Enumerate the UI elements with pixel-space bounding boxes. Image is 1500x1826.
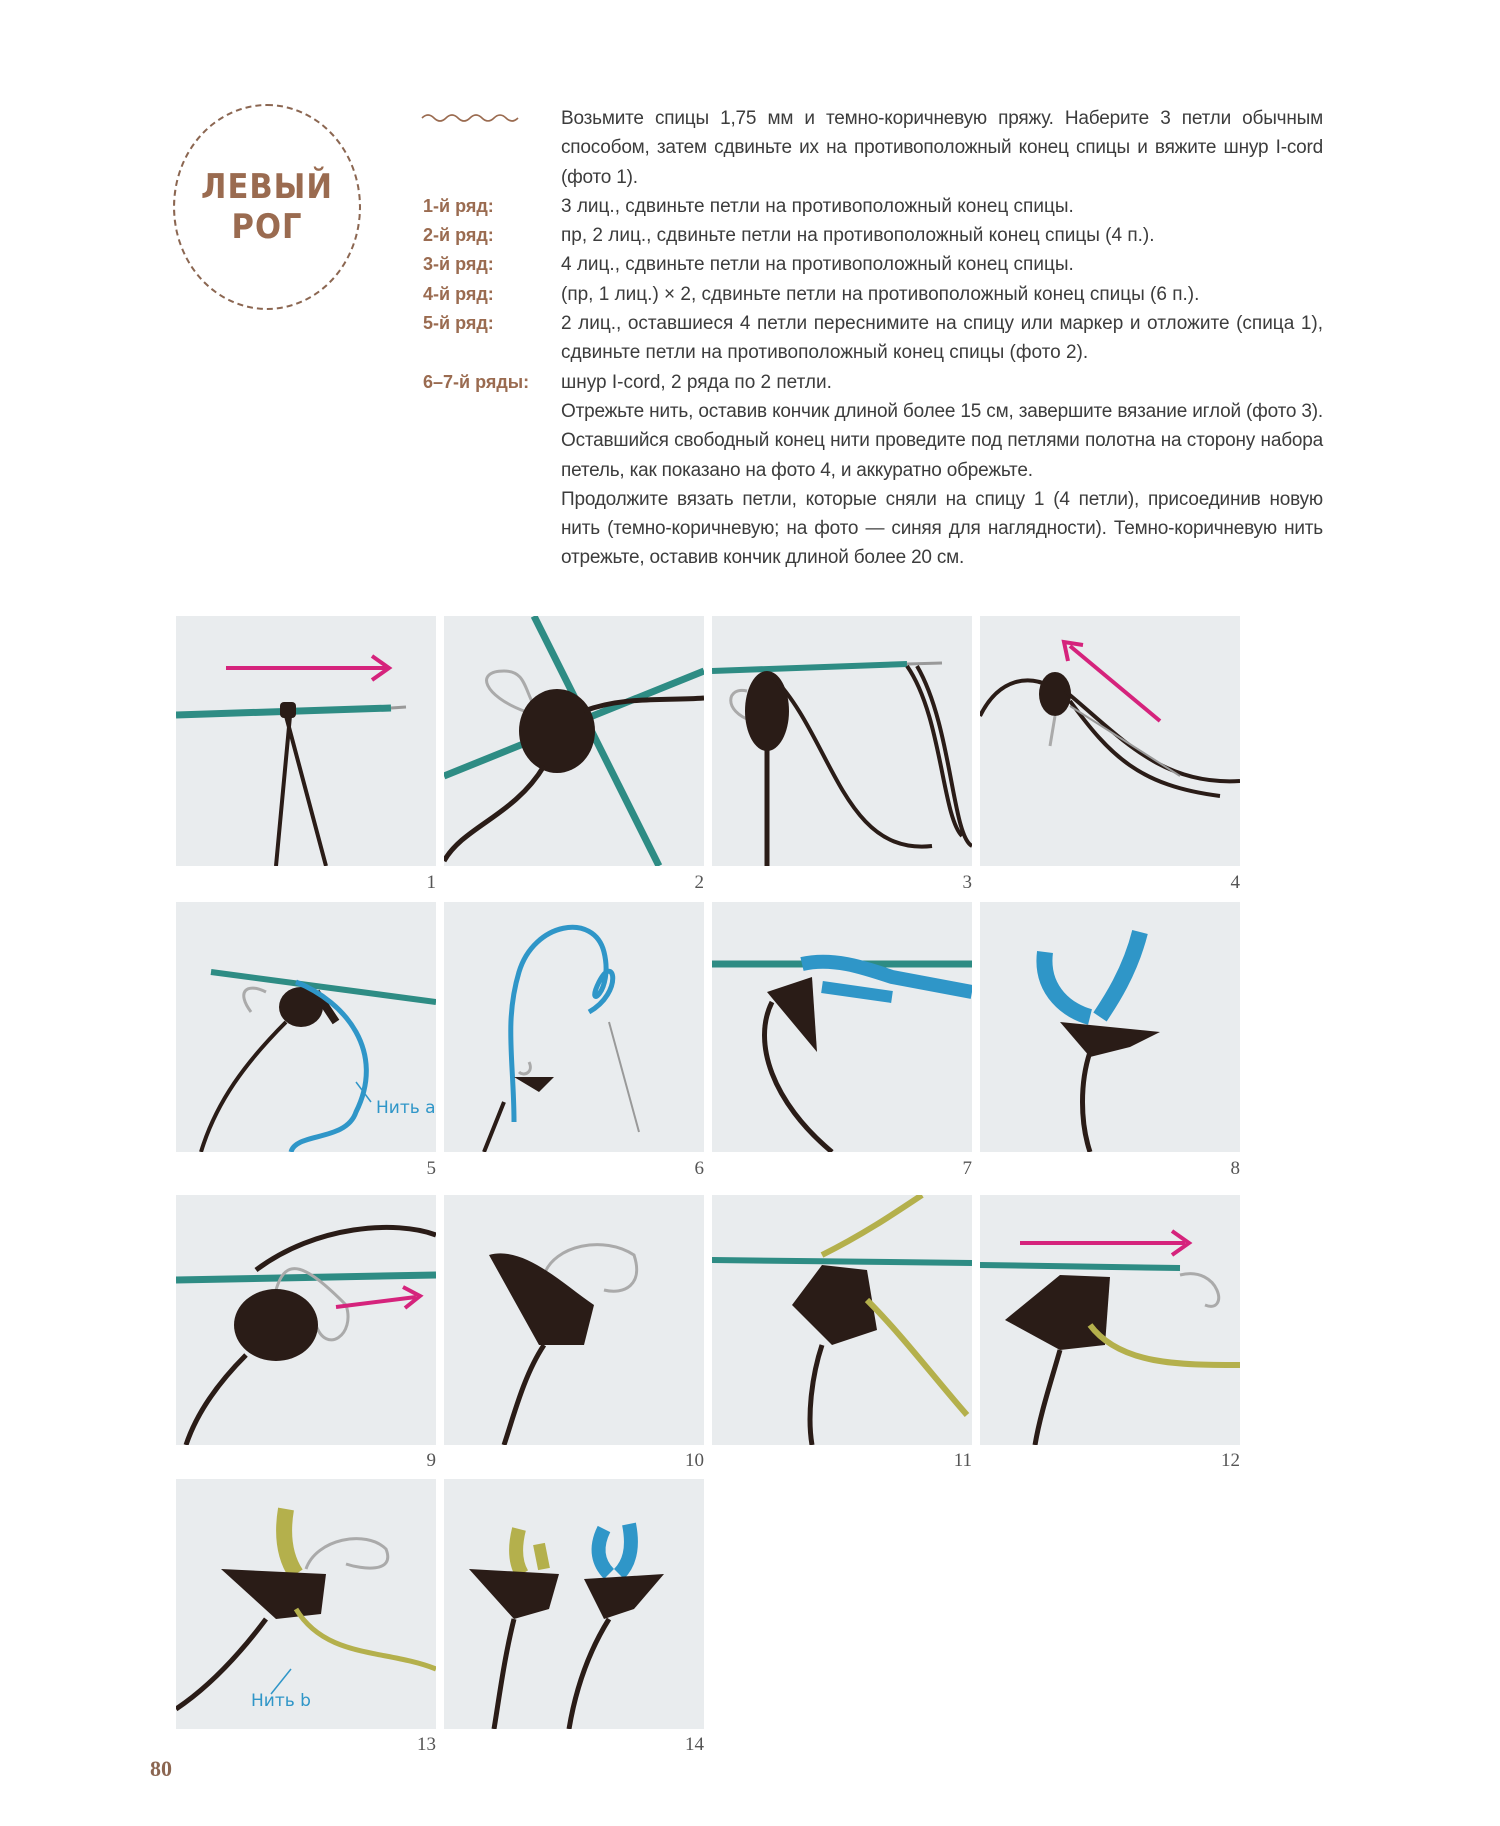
page-number: 80 [150, 1756, 172, 1781]
section-badge [173, 104, 361, 310]
row-text: пр, 2 лиц., сдвиньте петли на противоположный конец спицы (4 п.). [561, 225, 1155, 246]
photo-number: 6 [694, 1158, 704, 1179]
row-text: 3 лиц., сдвиньте петли на противоположный конец спицы. [561, 196, 1074, 217]
photo-6 [444, 902, 704, 1152]
photo-7 [712, 902, 972, 1152]
photo-number: 14 [685, 1734, 704, 1755]
photo-number: 12 [1221, 1450, 1240, 1471]
photo-13 [176, 1479, 436, 1729]
paragraph-finish: Отрежьте нить, оставив кончик длиной более 15 см, завершите вязание иглой (фото 3). Оставшийся свободный конец нити проведите под петлями полотна на сторону набора петель, как показано на фото 4, и аккуратно обрежьте. [561, 401, 1323, 481]
photo-5 [176, 902, 436, 1152]
photo-number: 2 [694, 872, 704, 893]
row-label: 1-й ряд: [423, 196, 494, 216]
photo-8 [980, 902, 1240, 1152]
photo-number: 3 [962, 872, 972, 893]
photo-number: 11 [953, 1450, 972, 1471]
section-title-line1: ЛЕВЫЙ [201, 167, 333, 207]
yarn-b-label: Нить b [251, 1691, 311, 1711]
photo-number: 5 [426, 1158, 436, 1179]
row-text: 2 лиц., оставшиеся 4 петли переснимите на спицу или маркер и отложите (спица 1), сдвиньте петли на противоположный конец спицы (фото 2). [561, 313, 1323, 364]
section-title-line2: РОГ [231, 207, 303, 247]
photo-10 [444, 1195, 704, 1445]
yarn-a-label: Нить a [376, 1098, 436, 1118]
row-label: 2-й ряд: [423, 225, 494, 245]
row-label: 6–7-й ряды: [423, 372, 530, 392]
photo-11 [712, 1195, 972, 1445]
row-text: 4 лиц., сдвиньте петли на противоположный конец спицы. [561, 254, 1074, 275]
row-label: 3-й ряд: [423, 254, 494, 274]
paragraph-continue: Продолжите вязать петли, которые сняли на спицу 1 (4 петли), присоединив новую нить (темно-коричневую; на фото — синяя для наглядности). Темно-коричневую нить отрежьте, оставив кончик длиной более 20 см. [561, 488, 1323, 569]
photo-2 [444, 616, 704, 866]
intro-text: Возьмите спицы 1,75 мм и темно-коричневую пряжу. Наберите 3 петли обычным способом, затем сдвиньте их на противоположный конец спицы и вяжите шнур I-cord (фото 1). [561, 108, 1323, 188]
photo-1 [176, 616, 436, 866]
wave-divider-icon [420, 110, 524, 124]
photo-9 [176, 1195, 436, 1445]
row-label: 5-й ряд: [423, 313, 494, 333]
instructions [561, 104, 1323, 192]
photo-14 [444, 1479, 704, 1729]
photo-12 [980, 1195, 1240, 1445]
photo-number: 10 [685, 1450, 704, 1471]
photo-number: 7 [962, 1158, 972, 1179]
row-label: 4-й ряд: [423, 284, 494, 304]
photo-number: 9 [426, 1450, 436, 1471]
photo-4 [980, 616, 1240, 866]
photo-number: 13 [417, 1734, 436, 1755]
photo-number: 1 [426, 872, 436, 893]
row-text: шнур I-cord, 2 ряда по 2 петли. [561, 372, 832, 393]
row-text: (пр, 1 лиц.) × 2, сдвиньте петли на противоположный конец спицы (6 п.). [561, 284, 1200, 305]
photo-number: 4 [1230, 872, 1240, 893]
photo-3 [712, 616, 972, 866]
photo-number: 8 [1230, 1158, 1240, 1179]
instructions-continued [561, 397, 1323, 573]
